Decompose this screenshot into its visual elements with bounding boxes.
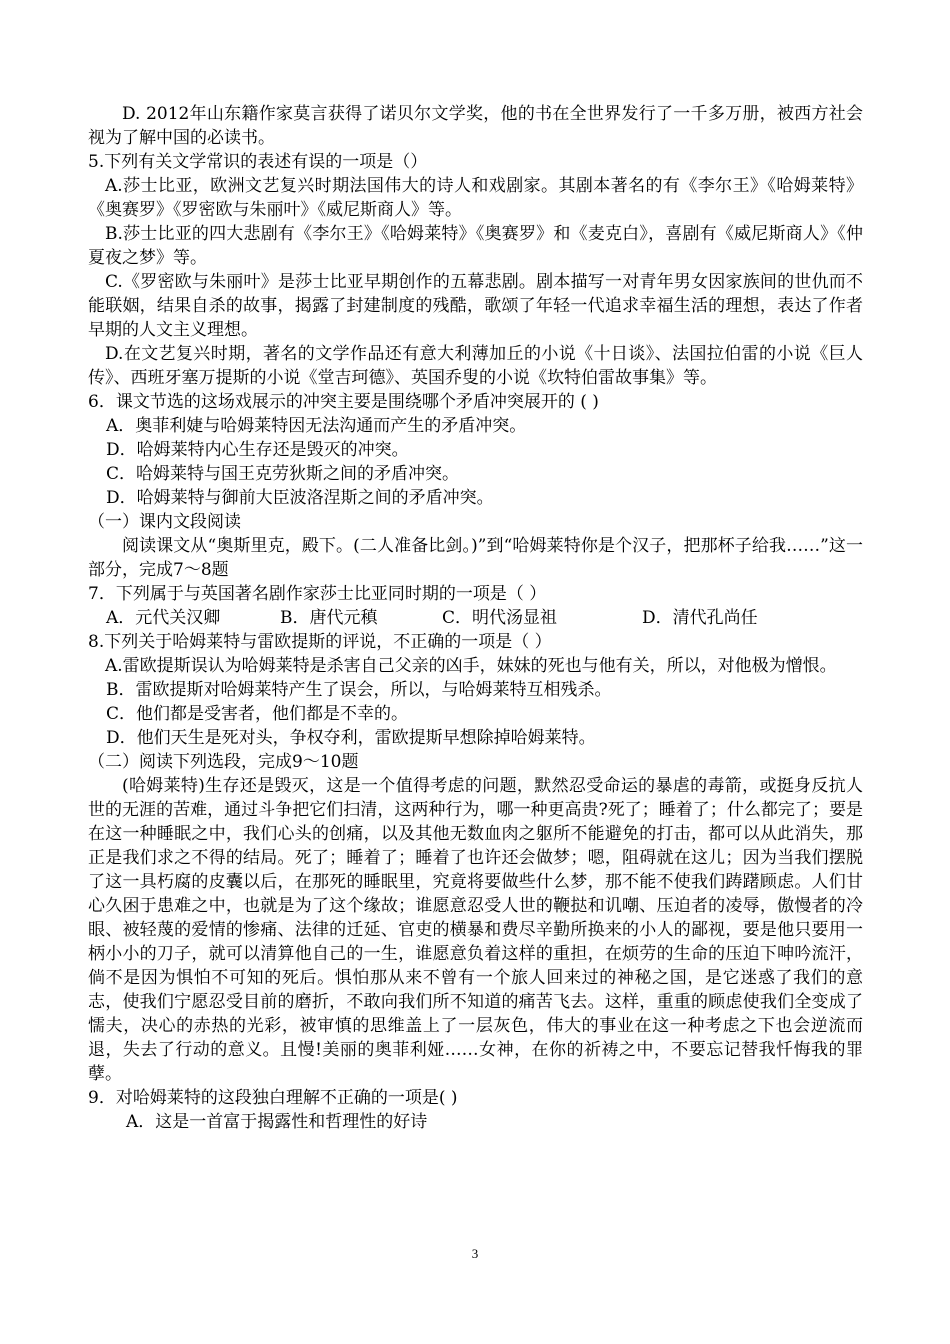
text-line: （一）课内文段阅读 (88, 512, 241, 532)
text-line: C．他们都是受害者，他们都是不幸的。 (106, 704, 409, 724)
q7-choice-d: D．清代孔尚任 (642, 608, 758, 628)
text-line: A．这是一首富于揭露性和哲理性的好诗 (126, 1112, 428, 1132)
question-block-8-9 (88, 630, 863, 1134)
text-line: 6．课文节选的这场戏展示的冲突主要是围绕哪个矛盾冲突展开的 ( ) (88, 392, 599, 412)
text-line: 8.下列关于哈姆莱特与雷欧提斯的评说，不正确的一项是（ ） (88, 632, 552, 652)
text-line: 阅读课文从“奥斯里克，殿下。(二人准备比剑。)”到“哈姆莱特你是个汉子，把那杯子给我……”这一部分，完成7～8题 (88, 536, 863, 580)
document-page (88, 102, 863, 1134)
question-block-5-7 (88, 102, 863, 606)
text-line: D．哈姆莱特内心生存还是毁灭的冲突。 (106, 440, 409, 460)
text-line: D．哈姆莱特与御前大臣波洛涅斯之间的矛盾冲突。 (106, 488, 494, 508)
text-line: B．雷欧提斯对哈姆莱特产生了误会，所以，与哈姆莱特互相残杀。 (106, 680, 612, 700)
text-line: 7．下列属于与英国著名剧作家莎士比亚同时期的一项是（ ） (88, 584, 547, 604)
text-line: D．他们天生是死对头，争权夺利，雷欧提斯早想除掉哈姆莱特。 (106, 728, 596, 748)
text-line: C.《罗密欧与朱丽叶》是莎士比亚早期创作的五幕悲剧。剧本描写一对青年男女因家族间的世仇而不能联姻，结果自杀的故事，揭露了封建制度的残酷，歌颂了年轻一代追求幸福生活的理想，表达了作者早期的人文主义理想。 (88, 272, 863, 340)
text-line: 9．对哈姆莱特的这段独白理解不正确的一项是( ) (88, 1088, 458, 1108)
q7-choices (88, 606, 863, 630)
text-line: A.雷欧提斯误认为哈姆莱特是杀害自己父亲的凶手，妹妹的死也与他有关，所以，对他极为憎恨。 (105, 656, 837, 676)
text-line: C．哈姆莱特与国王克劳狄斯之间的矛盾冲突。 (106, 464, 460, 484)
text-line: B.莎士比亚的四大悲剧有《李尔王》《哈姆莱特》《奥赛罗》和《麦克白》，喜剧有《威尼斯商人》《仲夏夜之梦》等。 (88, 224, 863, 268)
text-line: A.莎士比亚，欧洲文艺复兴时期法国伟大的诗人和戏剧家。其剧本著名的有《李尔王》《哈姆莱特》《奥赛罗》《罗密欧与朱丽叶》《威尼斯商人》等。 (88, 176, 863, 220)
text-line: （二）阅读下列选段，完成9～10题 (88, 752, 359, 772)
text-line: D. 2012年山东籍作家莫言获得了诺贝尔文学奖，他的书在全世界发行了一千多万册，被西方社会视为了解中国的必读书。 (88, 104, 863, 148)
page-number: 3 (471, 1246, 479, 1261)
text-line: 5.下列有关文学常识的表述有误的一项是（） (88, 152, 428, 172)
text-line: A．奥菲利婕与哈姆莱特因无法沟通而产生的矛盾冲突。 (106, 416, 527, 436)
q7-choice-c: C．明代汤显祖 (442, 608, 558, 628)
text-line: D.在文艺复兴时期，著名的文学作品还有意大利薄加丘的小说《十日谈》、法国拉伯雷的小说《巨人传》、西班牙塞万提斯的小说《堂吉珂德》、英国乔叟的小说《坎特伯雷故事集》等。 (88, 344, 863, 388)
q7-choice-b: B．唐代元稹 (280, 608, 378, 628)
text-line: (哈姆莱特)生存还是毁灭，这是一个值得考虑的问题，默然忍受命运的暴虐的毒箭，或挺身反抗人世的无涯的苦难，通过斗争把它们扫清，这两种行为，哪一种更高贵?死了；睡着了；什么都完了；要是在这一种睡眠之中，我们心头的创痛，以及其他无数血肉之躯所不能避免的打击，都可以从此消失，那正是我们求之不得的结局。死了；睡着了；睡着了也许还会做梦；嗯，阻碍就在这儿；因为当我们摆脱了这一具朽腐的皮囊以后，在那死的睡眠里，究竟将要做些什么梦，那不能不使我们踌躇顾虑。人们甘心久困于患难之中，也就是为了这个缘故；谁愿意忍受人世的鞭挞和讥嘲、压迫者的凌辱，傲慢者的冷眼、被轻蔑的爱情的惨痛、法律的迁延、官吏的横暴和费尽辛勤所换来的小人的鄙视，要是他只要用一柄小小的刀子，就可以清算他自己的一生，谁愿意负着这样的重担，在烦劳的生命的压迫下呻吟流汗，倘不是因为惧怕不可知的死后。惧怕那从来不曾有一个旅人回来过的神秘之国，是它迷惑了我们的意志，使我们宁愿忍受目前的磨折，不敢向我们所不知道的痛苦飞去。这样，重重的顾虑使我们全变成了懦夫，决心的赤热的光彩，被审慎的思维盖上了一层灰色，伟大的事业在这一种考虑之下也会逆流而退，失去了行动的意义。且慢!美丽的奥菲利娅……女神，在你的祈祷之中，不要忘记替我忏悔我的罪孽。 (88, 776, 863, 1084)
q7-choice-a: A．元代关汉卿 (106, 608, 221, 628)
